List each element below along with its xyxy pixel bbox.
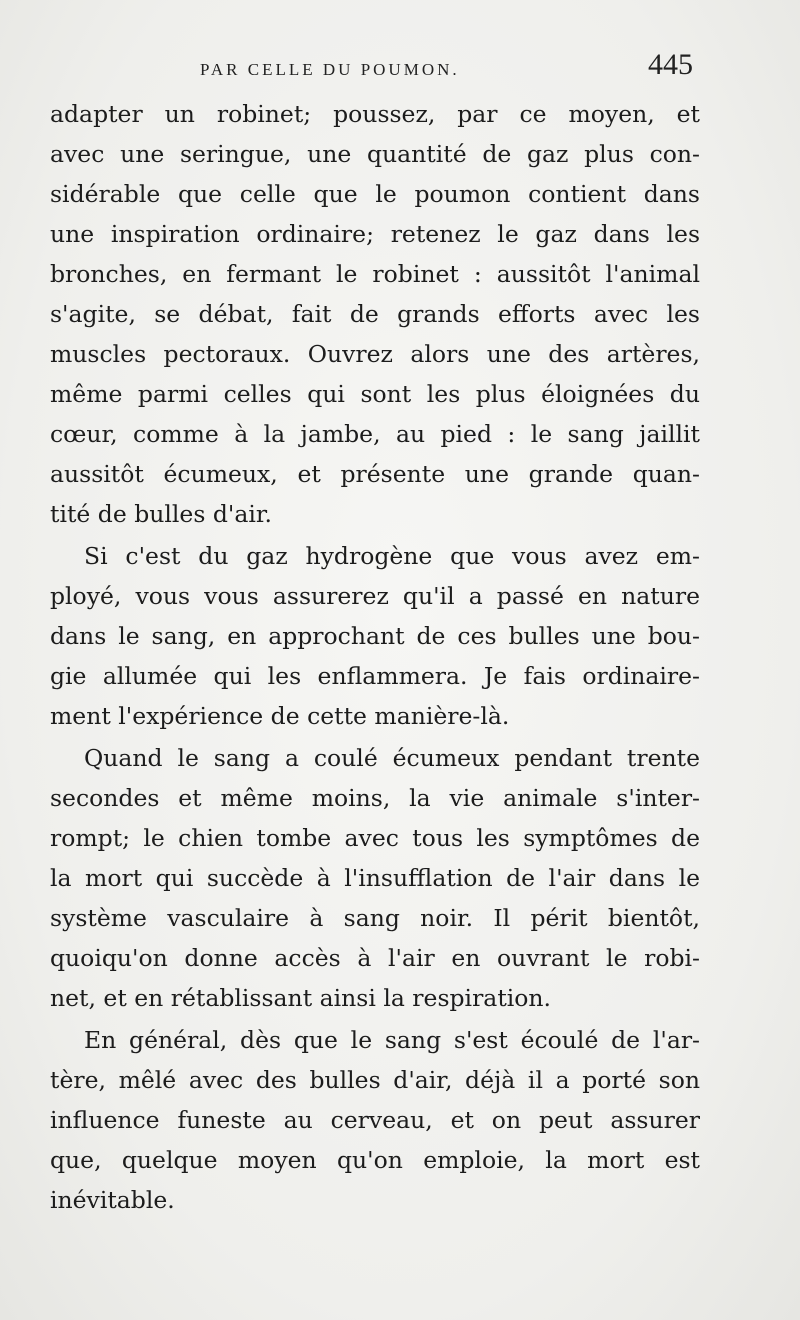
text-line: que, quelque moyen qu'on emploie, la mort est [50,1146,700,1174]
text-line: même parmi celles qui sont les plus éloignées du [50,380,700,408]
body-text [50,94,700,1220]
text-line: sidérable que celle que le poumon contient dans [50,180,700,208]
text-line: avec une seringue, une quantité de gaz plus con- [50,140,700,168]
text-line: Quand le sang a coulé écumeux pendant trente [84,744,700,772]
paragraph-3 [50,738,700,1018]
running-head: PAR CELLE DU POUMON. [200,60,460,79]
text-line: gie allumée qui les enflammera. Je fais ordinaire- [50,662,700,690]
text-line: En général, dès que le sang s'est écoulé de l'ar- [84,1026,700,1054]
text-line: système vasculaire à sang noir. Il périt bientôt, [50,904,700,932]
text-line: ment l'expérience de cette manière-là. [50,702,510,730]
text-line: une inspiration ordinaire; retenez le gaz dans les [50,220,700,248]
text-line: cœur, comme à la jambe, au pied : le sang jaillit [50,420,700,448]
paragraph-2 [50,536,700,736]
text-line: tité de bulles d'air. [50,500,272,528]
text-line: ployé, vous vous assurerez qu'il a passé en nature [50,582,700,610]
text-line: Si c'est du gaz hydrogène que vous avez em- [84,542,700,570]
text-line: net, et en rétablissant ainsi la respiration. [50,984,552,1012]
text-line: rompt; le chien tombe avec tous les symptômes de [50,824,700,852]
text-line: secondes et même moins, la vie animale s'inter- [50,784,700,812]
text-line: aussitôt écumeux, et présente une grande quan- [50,460,700,488]
text-line: bronches, en fermant le robinet : aussitôt l'animal [50,260,700,288]
text-line: adapter un robinet; poussez, par ce moyen, et [50,100,700,128]
text-line: la mort qui succède à l'insufflation de l'air dans le [50,864,700,892]
text-line: inévitable. [50,1186,175,1214]
text-line: influence funeste au cerveau, et on peut assurer [50,1106,700,1134]
text-line: tère, mêlé avec des bulles d'air, déjà il a porté son [50,1066,700,1094]
page-number: 445 [648,48,693,81]
text-line: quoiqu'on donne accès à l'air en ouvrant le robi- [50,944,700,972]
text-line: dans le sang, en approchant de ces bulles une bou- [50,622,700,650]
paragraph-1 [50,94,700,534]
text-line: s'agite, se débat, fait de grands efforts avec les [50,300,700,328]
paragraph-4 [50,1020,700,1220]
text-line: muscles pectoraux. Ouvrez alors une des artères, [50,340,700,368]
